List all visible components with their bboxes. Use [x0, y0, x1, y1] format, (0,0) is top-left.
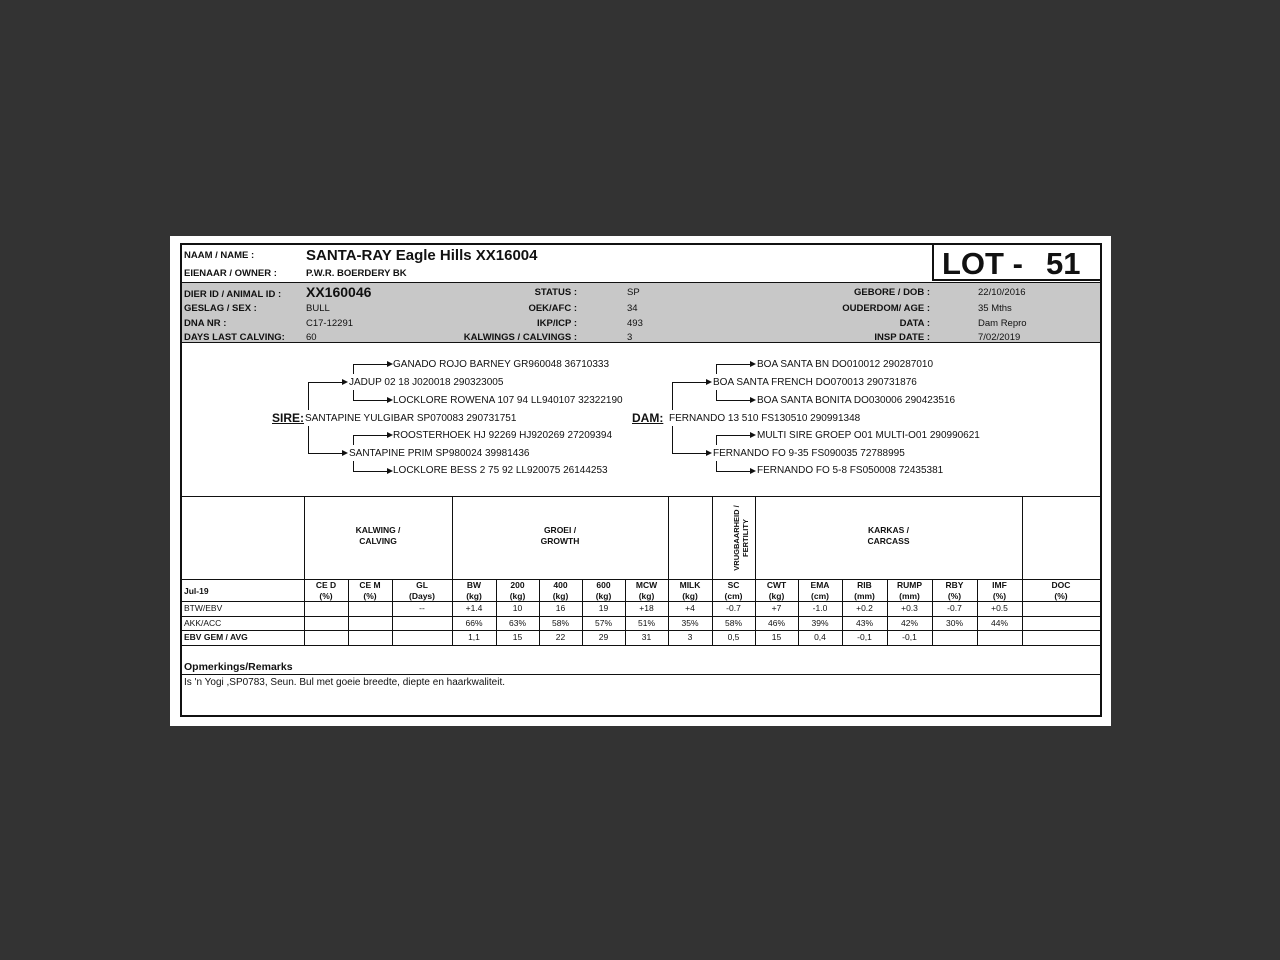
table-cell: 39% — [811, 618, 829, 628]
column-header: MCW (kg) — [635, 580, 658, 601]
table-cell: 19 — [598, 603, 609, 613]
table-cell: +0.3 — [901, 603, 918, 613]
arrow-icon — [750, 432, 756, 438]
lot-number: 51 — [1046, 246, 1081, 281]
dob-label: GEBORE / DOB : — [853, 287, 930, 298]
table-cell: -- — [419, 603, 425, 613]
card-frame — [180, 243, 1102, 717]
sire-dam-name: SANTAPINE PRIM SP980024 39981436 — [349, 448, 530, 459]
sire-connector — [308, 382, 343, 383]
column-header: 400 (kg) — [552, 580, 569, 601]
row-label: BTW/EBV — [184, 603, 223, 613]
table-cell: 15 — [771, 632, 782, 642]
owner-value: P.W.R. BOERDERY BK — [306, 268, 407, 279]
column-header: CE M (%) — [359, 580, 381, 601]
sire-connector-up — [308, 382, 309, 410]
days-value: 60 — [306, 332, 317, 343]
data-label: DATA : — [899, 318, 930, 329]
sire-label: SIRE: — [272, 411, 305, 425]
arrow-icon — [750, 361, 756, 367]
row-label: AKK/ACC — [184, 618, 222, 628]
days-label: DAYS LAST CALVING: — [184, 332, 285, 343]
dam-connector-up — [672, 382, 673, 410]
table-cell: 66% — [465, 618, 483, 628]
sire-connector-down — [308, 426, 309, 453]
dam-dam-sire-name: MULTI SIRE GROEP O01 MULTI-O01 290990621 — [757, 430, 980, 441]
table-cell: +0.2 — [856, 603, 873, 613]
column-header: RUMP (mm) — [896, 580, 923, 601]
afc-value: 34 — [627, 303, 638, 314]
sire-sire-connector-up — [353, 364, 354, 374]
sire-sire-dam-name: LOCKLORE ROWENA 107 94 LL940107 32322190 — [393, 395, 623, 406]
table-cell: +4 — [685, 603, 695, 613]
table-grid-line — [304, 497, 305, 645]
ebv-date: Jul-19 — [184, 586, 209, 596]
sire-name: SANTAPINE YULGIBAR SP070083 290731751 — [305, 413, 517, 424]
column-header: MILK (kg) — [679, 580, 701, 601]
status-label: STATUS : — [534, 287, 577, 298]
sire-dam-connector — [353, 471, 388, 472]
column-header: BW (kg) — [466, 580, 482, 601]
remarks-text: Is 'n Yogi ,SP0783, Seun. Bul met goeie breedte, diepte en haarkwaliteit. — [184, 677, 506, 688]
table-cell: 44% — [990, 618, 1008, 628]
data-value: Dam Repro — [978, 318, 1027, 329]
table-cell: 58% — [551, 618, 569, 628]
table-cell: +7 — [771, 603, 782, 613]
table-cell: -0.7 — [726, 603, 741, 613]
table-cell: 35% — [681, 618, 699, 628]
dob-value: 22/10/2016 — [978, 287, 1026, 298]
column-header: IMF (%) — [992, 580, 1007, 601]
column-header: CE D (%) — [315, 580, 337, 601]
sire-connector — [308, 453, 343, 454]
dam-dam-connector-down — [716, 461, 717, 471]
dam-label: DAM: — [632, 411, 664, 425]
arrow-icon — [750, 468, 756, 474]
lot-label: LOT - — [942, 246, 1023, 281]
table-cell: 0,5 — [727, 632, 740, 642]
animal-id-label: DIER ID / ANIMAL ID : — [184, 289, 282, 300]
dam-dam-connector — [716, 435, 751, 436]
arrow-icon — [342, 379, 348, 385]
calvings-label: KALWINGS / CALVINGS : — [463, 332, 577, 343]
column-header: 200 (kg) — [509, 580, 526, 601]
animal-name: SANTA-RAY Eagle Hills XX16004 — [306, 247, 538, 264]
dam-sire-connector — [716, 364, 751, 365]
column-header: RBY (%) — [945, 580, 964, 601]
table-cell: -1.0 — [812, 603, 828, 613]
column-header: 600 (kg) — [595, 580, 612, 601]
table-grid-line — [1022, 497, 1023, 645]
remarks-title: Opmerkings/Remarks — [184, 661, 293, 673]
dna-value: C17-12291 — [306, 318, 354, 329]
group-calving: KALWING / CALVING — [355, 525, 401, 546]
sire-sire-connector — [353, 400, 388, 401]
sex-label: GESLAG / SEX : — [184, 303, 257, 314]
table-cell: 10 — [512, 603, 523, 613]
remarks-divider — [182, 674, 1100, 675]
lot-card — [170, 236, 1111, 726]
row-label: EBV GEM / AVG — [184, 632, 248, 642]
dna-label: DNA NR : — [184, 318, 227, 329]
table-cell: +0.5 — [991, 603, 1008, 613]
animal-id-value: XX160046 — [306, 284, 372, 300]
dam-name: FERNANDO 13 510 FS130510 290991348 — [669, 413, 861, 424]
table-cell: -0,1 — [902, 632, 917, 642]
sire-sire-name: JADUP 02 18 J020018 290323005 — [349, 377, 504, 388]
column-header: SC (cm) — [724, 580, 743, 601]
sire-sire-connector — [353, 364, 388, 365]
table-cell: 22 — [555, 632, 566, 642]
name-label: NAAM / NAME : — [184, 250, 255, 261]
dam-dam-name: FERNANDO FO 9-35 FS090035 72788995 — [713, 448, 905, 459]
table-cell: 1,1 — [468, 632, 480, 642]
column-header: EMA (cm) — [810, 580, 830, 601]
column-header: RIB (mm) — [854, 580, 875, 601]
dam-sire-dam-name: BOA SANTA BONITA DO030006 290423516 — [757, 395, 956, 406]
arrow-icon — [750, 397, 756, 403]
sex-value: BULL — [306, 303, 330, 314]
ebv-table — [182, 496, 1100, 646]
table-cell: 43% — [855, 618, 873, 628]
dam-connector — [672, 382, 707, 383]
sire-dam-dam-name: LOCKLORE BESS 2 75 92 LL920075 26144253 — [393, 465, 608, 476]
dam-sire-sire-name: BOA SANTA BN DO010012 290287010 — [757, 359, 934, 370]
arrow-icon — [342, 450, 348, 456]
sire-sire-sire-name: GANADO ROJO BARNEY GR960048 36710333 — [393, 359, 610, 370]
insp-date-value: 7/02/2019 — [978, 332, 1021, 343]
status-value: SP — [627, 287, 640, 298]
table-cell: 3 — [687, 632, 693, 642]
table-cell: 46% — [767, 618, 785, 628]
dam-sire-connector-down — [716, 390, 717, 400]
column-header: CWT (kg) — [766, 580, 787, 601]
table-cell: -0,1 — [857, 632, 872, 642]
owner-label: EIENAAR / OWNER : — [184, 268, 277, 279]
sire-dam-connector-up — [353, 435, 354, 445]
age-value: 35 Mths — [978, 303, 1012, 314]
arrow-icon — [706, 379, 712, 385]
table-cell: 0,4 — [814, 632, 826, 642]
dam-connector-down — [672, 426, 673, 453]
insp-date-label: INSP DATE : — [874, 332, 930, 343]
animal-details — [182, 282, 1100, 343]
dam-sire-connector-up — [716, 364, 717, 374]
icp-value: 493 — [627, 318, 643, 329]
column-header: GL (Days) — [409, 580, 435, 601]
arrow-icon — [706, 450, 712, 456]
icp-label: IKP/ICP : — [537, 318, 577, 329]
dam-dam-dam-name: FERNANDO FO 5-8 FS050008 72435381 — [757, 465, 944, 476]
calvings-value: 3 — [627, 332, 633, 343]
table-cell: 42% — [900, 618, 918, 628]
afc-label: OEK/AFC : — [528, 303, 577, 314]
sire-dam-connector-down — [353, 461, 354, 471]
dam-dam-connector-up — [716, 435, 717, 445]
table-cell: 15 — [512, 632, 523, 642]
group-fertility: VRUGBAARHEID / FERTILITY — [732, 505, 750, 571]
table-cell: 29 — [598, 632, 609, 642]
group-carcass: KARKAS / CARCASS — [867, 525, 910, 546]
table-cell: 31 — [641, 632, 652, 642]
dam-connector — [672, 453, 707, 454]
table-cell: +1.4 — [465, 603, 483, 613]
dam-sire-connector — [716, 400, 751, 401]
age-label: OUDERDOM/ AGE : — [842, 303, 930, 314]
lot-box — [932, 245, 1102, 281]
sire-sire-connector-down — [353, 390, 354, 400]
column-header: DOC (%) — [1051, 580, 1071, 601]
sire-dam-connector — [353, 435, 388, 436]
table-cell: 16 — [555, 603, 566, 613]
table-cell: 51% — [637, 618, 655, 628]
sire-dam-sire-name: ROOSTERHOEK HJ 92269 HJ920269 27209394 — [393, 430, 613, 441]
table-cell: 57% — [594, 618, 612, 628]
group-growth: GROEI / GROWTH — [540, 525, 580, 546]
table-cell: 63% — [508, 618, 526, 628]
dam-sire-name: BOA SANTA FRENCH DO070013 290731876 — [713, 377, 917, 388]
table-cell: -0.7 — [947, 603, 962, 613]
dam-dam-connector — [716, 471, 751, 472]
table-cell: +18 — [639, 603, 654, 613]
table-cell: 30% — [945, 618, 963, 628]
table-cell: 58% — [724, 618, 742, 628]
